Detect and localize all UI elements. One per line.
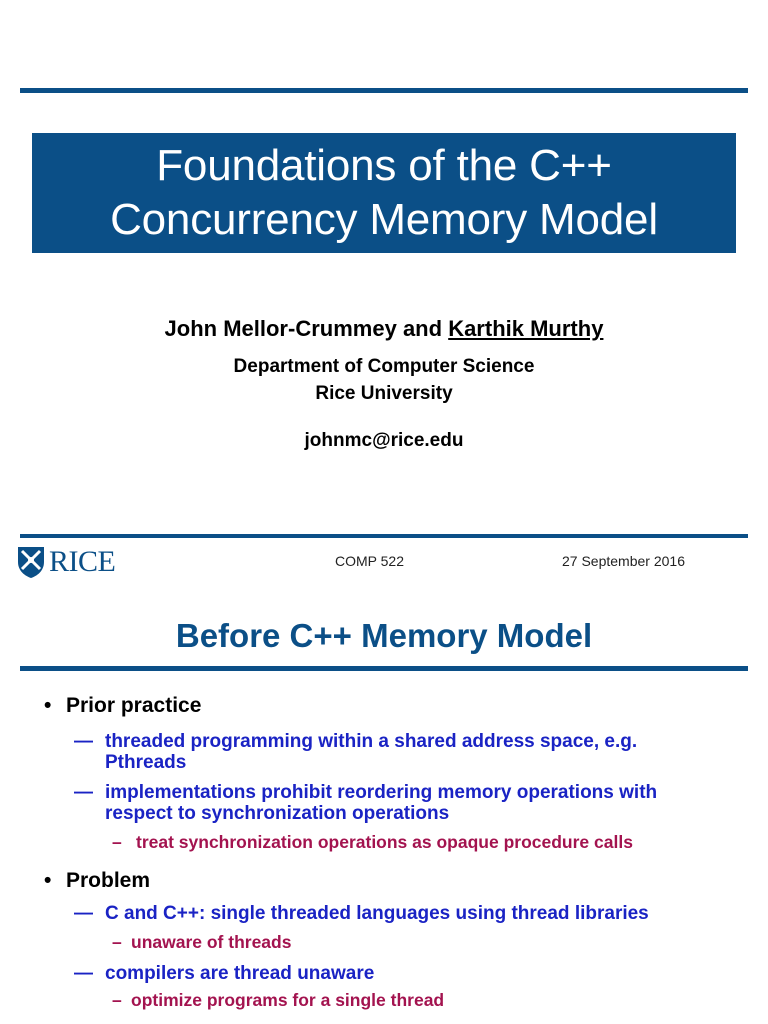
slide-title-line-1: Foundations of the C++ — [156, 141, 612, 190]
dash-marker: — — [74, 903, 93, 924]
dash-marker: — — [74, 963, 93, 984]
sub-dash-marker: – — [112, 990, 122, 1010]
sub-dash-marker: – — [112, 932, 122, 952]
sub-list-item-text: unaware of threads — [131, 932, 292, 952]
author-1: John Mellor-Crummey — [164, 316, 397, 341]
university: Rice University — [315, 383, 453, 404]
bullet-dot: • — [44, 869, 52, 892]
rice-shield-icon — [16, 545, 46, 579]
bullet-label: Problem — [66, 869, 151, 892]
sub-list-item-text: optimize programs for a single thread — [131, 990, 445, 1010]
rice-logo-text: RICE — [49, 545, 116, 578]
sub-list-item — [112, 932, 291, 953]
bullet-dot: • — [44, 694, 52, 717]
slide2-title-rule — [20, 666, 748, 671]
dash-marker: — — [74, 782, 93, 803]
list-item-line: threaded programming within a shared address space, e.g. — [105, 731, 638, 752]
sub-dash-marker: – — [112, 832, 122, 852]
footer-rule — [20, 534, 748, 538]
rice-logo — [16, 544, 115, 580]
course-code: COMP 522 — [335, 553, 404, 569]
list-item-line: implementations prohibit reordering memory operations with — [105, 782, 658, 803]
department: Department of Computer Science — [233, 356, 535, 377]
email: johnmc@rice.edu — [304, 430, 464, 451]
list-item — [74, 963, 754, 984]
bullet-problem — [44, 869, 150, 893]
slide2-title: Before C++ Memory Model — [175, 617, 593, 654]
bullet-label: Prior practice — [66, 694, 202, 717]
list-item-line: Pthreads — [105, 752, 187, 773]
authors — [0, 316, 768, 342]
list-item-line: compilers are thread unaware — [105, 963, 375, 984]
author-conjunction: and — [402, 316, 443, 341]
list-item — [74, 903, 754, 924]
slide-title-line-2: Concurrency Memory Model — [110, 195, 658, 244]
list-item — [74, 731, 754, 773]
sub-list-item-text: treat synchronization operations as opaque procedure calls — [136, 832, 633, 852]
presentation-date: 27 September 2016 — [562, 553, 685, 569]
list-item — [74, 782, 754, 824]
sub-list-item — [112, 990, 444, 1011]
dash-marker: — — [74, 731, 93, 752]
list-item-line: C and C++: single threaded languages using thread libraries — [105, 903, 649, 924]
list-item-line: respect to synchronization operations — [105, 803, 450, 824]
top-rule — [20, 88, 748, 93]
author-2-link[interactable]: Karthik Murthy — [448, 316, 604, 341]
bullet-prior-practice — [44, 694, 201, 718]
slide-title-box — [32, 133, 736, 253]
sub-list-item — [112, 832, 633, 853]
